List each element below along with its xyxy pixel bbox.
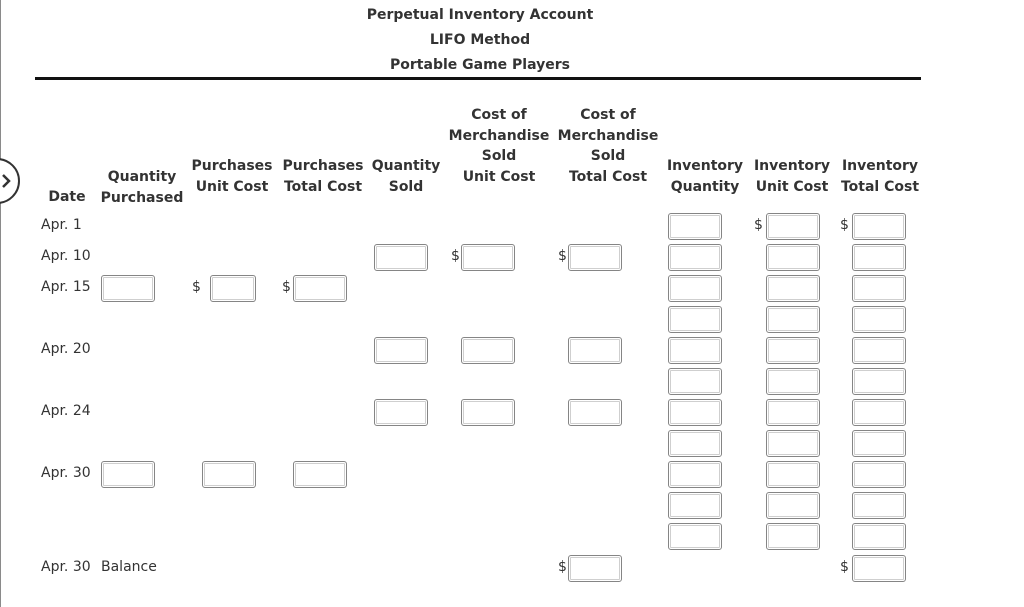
inventory-quantity-input[interactable]: [668, 306, 722, 333]
inventory-total-cost-input[interactable]: [852, 306, 906, 333]
quantity-purchased-input[interactable]: [101, 461, 155, 488]
inventory-unit-cost-input[interactable]: [766, 306, 820, 333]
cogs-unit-cost-input[interactable]: [461, 244, 515, 271]
worksheet-method: LIFO Method: [429, 32, 531, 48]
inventory-total-cost-input[interactable]: [852, 337, 906, 364]
dollar-sign: $: [840, 217, 849, 233]
inventory-quantity-input[interactable]: [668, 461, 722, 488]
inventory-quantity-input[interactable]: [668, 244, 722, 271]
cogs-total-cost-input[interactable]: [568, 337, 622, 364]
header-quantity-sold: Quantity Sold: [371, 158, 441, 195]
inventory-total-cost-input[interactable]: [852, 399, 906, 426]
cogs-unit-cost-input[interactable]: [461, 399, 515, 426]
dollar-sign: $: [754, 217, 763, 233]
inventory-total-cost-input[interactable]: [852, 492, 906, 519]
inventory-unit-cost-input[interactable]: [766, 523, 820, 550]
inventory-total-cost-input[interactable]: [852, 213, 906, 240]
dollar-sign: $: [558, 248, 567, 264]
row-date-apr-20: Apr. 20: [41, 341, 91, 357]
inventory-quantity-input[interactable]: [668, 492, 722, 519]
header-purchases-total-cost: Purchases Total Cost: [282, 158, 364, 195]
inventory-unit-cost-input[interactable]: [766, 337, 820, 364]
inventory-quantity-input[interactable]: [668, 430, 722, 457]
dollar-sign: $: [282, 279, 291, 295]
dollar-sign: $: [192, 279, 201, 295]
inventory-total-cost-input[interactable]: [852, 244, 906, 271]
inventory-total-cost-input[interactable]: [852, 430, 906, 457]
inventory-quantity-input[interactable]: [668, 213, 722, 240]
side-panel-toggle[interactable]: [0, 158, 20, 204]
inventory-unit-cost-input[interactable]: [766, 399, 820, 426]
inventory-total-cost-input[interactable]: [852, 461, 906, 488]
left-edge-line: [0, 0, 1, 607]
row-date-apr-15: Apr. 15: [41, 279, 91, 295]
quantity-sold-input[interactable]: [374, 399, 428, 426]
inventory-total-cost-input[interactable]: [852, 368, 906, 395]
inventory-unit-cost-input[interactable]: [766, 213, 820, 240]
inventory-quantity-input[interactable]: [668, 368, 722, 395]
inventory-quantity-input[interactable]: [668, 523, 722, 550]
inventory-total-cost-input[interactable]: [852, 523, 906, 550]
inventory-quantity-input[interactable]: [668, 399, 722, 426]
inventory-quantity-input[interactable]: [668, 337, 722, 364]
quantity-purchased-input[interactable]: [101, 275, 155, 302]
cogs-total-cost-input[interactable]: [568, 399, 622, 426]
header-date: Date: [48, 189, 86, 205]
header-cogs-total-cost: Cost of Merchandise Sold Total Cost: [557, 107, 659, 185]
worksheet-product: Portable Game Players: [390, 57, 570, 73]
row-balance-label: Balance: [101, 559, 157, 575]
dollar-sign: $: [558, 559, 567, 575]
row-date-apr-1: Apr. 1: [41, 217, 82, 233]
inventory-unit-cost-input[interactable]: [766, 244, 820, 271]
purchases-total-cost-input[interactable]: [293, 275, 347, 302]
cogs-unit-cost-input[interactable]: [461, 337, 515, 364]
row-date-apr-30: Apr. 30: [41, 465, 91, 481]
header-inventory-unit-cost: Inventory Unit Cost: [753, 158, 831, 195]
cogs-total-cost-input[interactable]: [568, 244, 622, 271]
header-cogs-unit-cost: Cost of Merchandise Sold Unit Cost: [448, 107, 550, 185]
quantity-sold-input[interactable]: [374, 337, 428, 364]
header-inventory-quantity: Inventory Quantity: [666, 158, 744, 195]
inventory-unit-cost-input[interactable]: [766, 430, 820, 457]
purchases-total-cost-input[interactable]: [293, 461, 347, 488]
purchases-unit-cost-input[interactable]: [210, 275, 256, 302]
inventory-unit-cost-input[interactable]: [766, 461, 820, 488]
header-quantity-purchased: Quantity Purchased: [100, 169, 184, 206]
dollar-sign: $: [840, 559, 849, 575]
dollar-sign: $: [451, 248, 460, 264]
row-date-apr-24: Apr. 24: [41, 403, 91, 419]
row-date-apr-10: Apr. 10: [41, 248, 91, 264]
inventory-total-cost-input[interactable]: [852, 275, 906, 302]
inventory-unit-cost-input[interactable]: [766, 275, 820, 302]
worksheet-title: Perpetual Inventory Account: [366, 7, 594, 23]
row-date-apr-30-balance: Apr. 30: [41, 559, 91, 575]
inventory-unit-cost-input[interactable]: [766, 492, 820, 519]
chevron-right-icon: [1, 174, 11, 188]
inventory-quantity-input[interactable]: [668, 275, 722, 302]
header-inventory-total-cost: Inventory Total Cost: [840, 158, 920, 195]
quantity-sold-input[interactable]: [374, 244, 428, 271]
header-rule: [35, 77, 921, 80]
header-purchases-unit-cost: Purchases Unit Cost: [191, 158, 273, 195]
purchases-unit-cost-input[interactable]: [202, 461, 256, 488]
inventory-unit-cost-input[interactable]: [766, 368, 820, 395]
cogs-total-cost-balance-input[interactable]: [568, 555, 622, 582]
inventory-total-cost-balance-input[interactable]: [852, 555, 906, 582]
